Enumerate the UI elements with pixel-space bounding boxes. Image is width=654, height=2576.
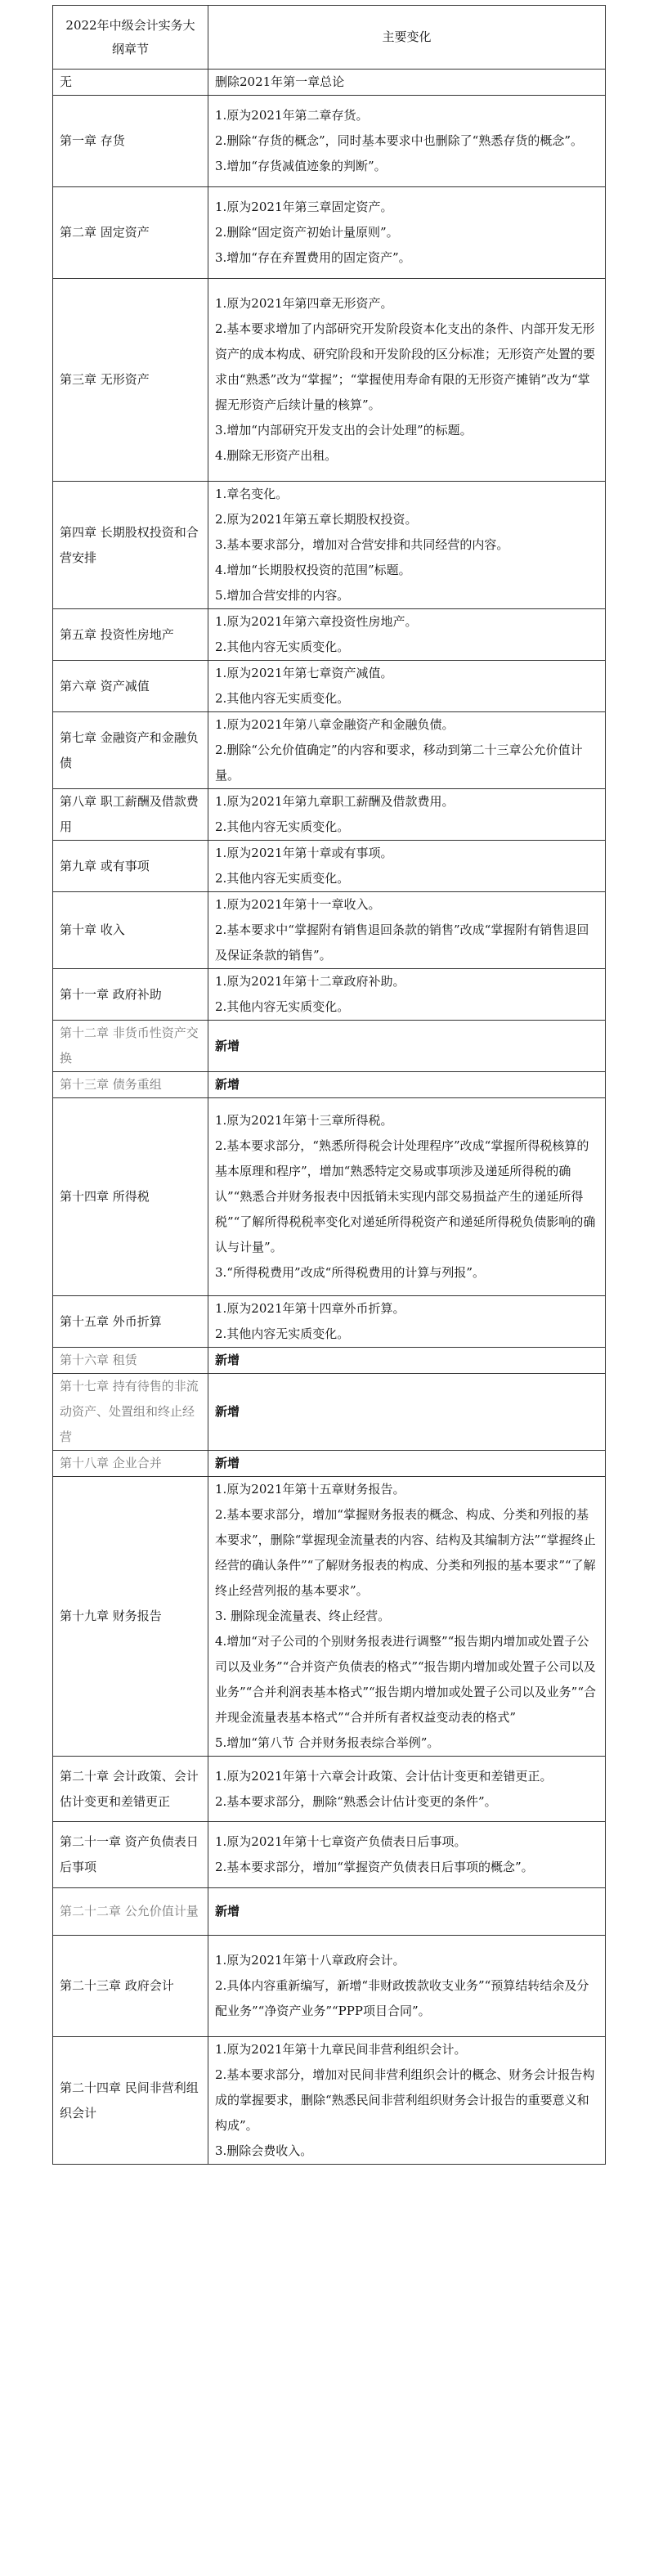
change-item: 2.基本要求中“掌握附有销售退回条款的销售”改成“掌握附有销售退回及保证条款的销售”。 bbox=[215, 922, 589, 963]
change-item: 2.基本要求部分，增加对民间非营利组织会计的概念、财务会计报告构成的掌握要求，删除“熟悉民间非营利组织财务会计报告的重要意义和构成”。 bbox=[215, 2067, 595, 2133]
change-item: 5.增加“第八节 合并财务报表综合举例”。 bbox=[215, 1735, 440, 1750]
chapter-cell: 第十四章 所得税 bbox=[53, 1098, 208, 1296]
chapter-cell: 第六章 资产减值 bbox=[53, 661, 208, 712]
table-row bbox=[53, 661, 606, 712]
change-item: 1.章名变化。 bbox=[215, 487, 289, 501]
changes-cell bbox=[208, 969, 606, 1021]
chapter-cell: 第十九章 财务报告 bbox=[53, 1477, 208, 1757]
header-changes: 主要变化 bbox=[208, 6, 606, 70]
changes-cell bbox=[208, 1348, 606, 1374]
table-row bbox=[53, 187, 606, 279]
table-row bbox=[53, 1072, 606, 1098]
table-row bbox=[53, 789, 606, 841]
change-item: 新增 bbox=[215, 1904, 240, 1919]
change-item: 4.增加“长期股权投资的范围”标题。 bbox=[215, 563, 411, 577]
chapter-cell: 第四章 长期股权投资和合营安排 bbox=[53, 482, 208, 609]
table-row bbox=[53, 1451, 606, 1477]
change-item: 1.原为2021年第十二章政府补助。 bbox=[215, 974, 405, 989]
chapter-cell: 第九章 或有事项 bbox=[53, 841, 208, 892]
change-item: 2.删除“存货的概念”，同时基本要求中也删除了“熟悉存货的概念”。 bbox=[215, 133, 583, 148]
table-row bbox=[53, 1021, 606, 1072]
table-row bbox=[53, 1348, 606, 1374]
change-item: 新增 bbox=[215, 1456, 240, 1470]
change-item: 2.基本要求部分，增加“掌握资产负债表日后事项的概念”。 bbox=[215, 1860, 534, 1874]
change-item: 3.增加“存货减值迹象的判断”。 bbox=[215, 159, 387, 173]
changes-cell bbox=[208, 482, 606, 609]
chapter-cell: 第二十三章 政府会计 bbox=[53, 1936, 208, 2037]
chapter-cell: 第三章 无形资产 bbox=[53, 279, 208, 482]
change-item: 2.其他内容无实质变化。 bbox=[215, 691, 350, 706]
chapter-cell: 第十五章 外币折算 bbox=[53, 1296, 208, 1348]
change-item: 4.删除无形资产出租。 bbox=[215, 448, 338, 463]
change-item: 2.基本要求部分，“熟悉所得税会计处理程序”改成“掌握所得税核算的基本原理和程序”，增加“熟悉特定交易或事项涉及递延所得税的确认”“熟悉合并财务报表中因抵销未实现内部交易损益产生的递延所得税”“了解所得税税率变化对递延所得税资产和递延所得税负债影响的确认与计量”。 bbox=[215, 1138, 596, 1254]
table-row bbox=[53, 1936, 606, 2037]
change-item: 2.具体内容重新编写，新增“非财政拨款收支业务”“预算结转结余及分配业务”“净资产业务”“PPP项目合同”。 bbox=[215, 1978, 589, 2018]
chapter-cell: 第五章 投资性房地产 bbox=[53, 609, 208, 661]
changes-cell bbox=[208, 1936, 606, 2037]
changes-cell bbox=[208, 2037, 606, 2165]
chapter-cell: 第一章 存货 bbox=[53, 96, 208, 187]
change-item: 3. 删除现金流量表、终止经营。 bbox=[215, 1609, 391, 1623]
change-item: 2.基本要求部分，删除“熟悉会计估计变更的条件”。 bbox=[215, 1793, 497, 1809]
changes-cell bbox=[208, 1072, 606, 1098]
changes-cell bbox=[208, 1477, 606, 1757]
change-item: 2.其他内容无实质变化。 bbox=[215, 871, 350, 886]
change-item: 2.其他内容无实质变化。 bbox=[215, 1326, 350, 1341]
chapter-cell: 第二十四章 民间非营利组织会计 bbox=[53, 2037, 208, 2165]
chapter-cell: 第十二章 非货币性资产交换 bbox=[53, 1021, 208, 1072]
change-item: 1.原为2021年第七章资产减值。 bbox=[215, 666, 393, 680]
table-row bbox=[53, 892, 606, 969]
changes-cell bbox=[208, 1296, 606, 1348]
table-row bbox=[53, 1888, 606, 1936]
change-item: 1.原为2021年第十九章民间非营利组织会计。 bbox=[215, 2042, 467, 2057]
changes-cell bbox=[208, 1822, 606, 1888]
chapter-cell: 第十六章 租赁 bbox=[53, 1348, 208, 1374]
chapter-cell: 第二十二章 公允价值计量 bbox=[53, 1888, 208, 1936]
changes-cell bbox=[208, 70, 606, 96]
changes-cell bbox=[208, 1888, 606, 1936]
chapter-cell: 第十七章 持有待售的非流动资产、处置组和终止经营 bbox=[53, 1374, 208, 1451]
changes-cell bbox=[208, 187, 606, 279]
changes-cell bbox=[208, 841, 606, 892]
header-chapter: 2022年中级会计实务大纲章节 bbox=[53, 6, 208, 70]
table-row bbox=[53, 1477, 606, 1757]
chapter-cell: 无 bbox=[53, 70, 208, 96]
table-row bbox=[53, 609, 606, 661]
changes-cell bbox=[208, 1757, 606, 1822]
chapter-cell: 第十八章 企业合并 bbox=[53, 1451, 208, 1477]
table-row bbox=[53, 2037, 606, 2165]
chapter-cell: 第十一章 政府补助 bbox=[53, 969, 208, 1021]
table-row bbox=[53, 70, 606, 96]
changes-cell bbox=[208, 892, 606, 969]
changes-cell bbox=[208, 96, 606, 187]
change-item: 3.增加“存在弃置费用的固定资产”。 bbox=[215, 250, 411, 265]
table-row bbox=[53, 712, 606, 789]
changes-cell bbox=[208, 789, 606, 841]
change-item: 1.原为2021年第十四章外币折算。 bbox=[215, 1301, 405, 1316]
chapter-cell: 第八章 职工薪酬及借款费用 bbox=[53, 789, 208, 841]
change-item: 3.增加“内部研究开发支出的会计处理”的标题。 bbox=[215, 423, 473, 438]
chapter-cell: 第十三章 债务重组 bbox=[53, 1072, 208, 1098]
table-row bbox=[53, 1374, 606, 1451]
changes-cell bbox=[208, 1098, 606, 1296]
change-item: 1.原为2021年第十八章政府会计。 bbox=[215, 1953, 405, 1968]
table-row bbox=[53, 841, 606, 892]
chapter-cell: 第七章 金融资产和金融负债 bbox=[53, 712, 208, 789]
table-row bbox=[53, 1757, 606, 1822]
change-item: 新增 bbox=[215, 1404, 240, 1419]
chapter-cell: 第二十一章 资产负债表日后事项 bbox=[53, 1822, 208, 1888]
table-row bbox=[53, 1822, 606, 1888]
changes-cell bbox=[208, 609, 606, 661]
change-item: 1.原为2021年第十章或有事项。 bbox=[215, 846, 393, 860]
changes-cell bbox=[208, 1374, 606, 1451]
table-row bbox=[53, 279, 606, 482]
change-item: 1.原为2021年第四章无形资产。 bbox=[215, 296, 393, 311]
changes-cell bbox=[208, 1021, 606, 1072]
change-item: 2.其他内容无实质变化。 bbox=[215, 999, 350, 1014]
change-item: 2.基本要求增加了内部研究开发阶段资本化支出的条件、内部开发无形资产的成本构成、研究阶段和开发阶段的区分标准；无形资产处置的要求由“熟悉”改为“掌握”；“掌握使用寿命有限的无形资产摊销”改为“掌握无形资产后续计量的核算”。 bbox=[215, 321, 596, 412]
change-item: 2.其他内容无实质变化。 bbox=[215, 640, 350, 654]
table-row bbox=[53, 1296, 606, 1348]
change-item: 1.原为2021年第十六章会计政策、会计估计变更和差错更正。 bbox=[215, 1768, 553, 1784]
change-item: 2.删除“固定资产初始计量原则”。 bbox=[215, 225, 399, 240]
change-item: 3.“所得税费用”改成“所得税费用的计算与列报”。 bbox=[215, 1265, 485, 1280]
chapter-cell: 第二章 固定资产 bbox=[53, 187, 208, 279]
change-item: 1.原为2021年第十七章资产负债表日后事项。 bbox=[215, 1834, 467, 1849]
change-item: 4.增加“对子公司的个别财务报表进行调整”“报告期内增加或处置子公司以及业务”“合并资产负债表的格式”“报告期内增加或处置子公司以及业务”“合并利润表基本格式”“报告期内增加或处置子公司以及业务”“合并现金流量表基本格式”“合并所有者权益变动表的格式” bbox=[215, 1634, 597, 1725]
change-item: 3.基本要求部分，增加对合营安排和共同经营的内容。 bbox=[215, 537, 509, 552]
table-row bbox=[53, 482, 606, 609]
chapter-cell: 第二十章 会计政策、会计估计变更和差错更正 bbox=[53, 1757, 208, 1822]
changes-cell bbox=[208, 712, 606, 789]
change-item: 1.原为2021年第九章职工薪酬及借款费用。 bbox=[215, 794, 455, 809]
change-item: 删除2021年第一章总论 bbox=[215, 74, 345, 89]
change-item: 1.原为2021年第六章投资性房地产。 bbox=[215, 614, 418, 629]
change-item: 2.其他内容无实质变化。 bbox=[215, 819, 350, 834]
table-row bbox=[53, 1098, 606, 1296]
change-item: 1.原为2021年第三章固定资产。 bbox=[215, 200, 393, 214]
change-item: 2.基本要求部分，增加“掌握财务报表的概念、构成、分类和列报的基本要求”，删除“掌握现金流量表的内容、结构及其编制方法”“掌握终止经营的确认条件”“了解财务报表的构成、分类和列报的基本要求”“了解终止经营列报的基本要求”。 bbox=[215, 1507, 596, 1598]
change-item: 1.原为2021年第八章金融资产和金融负债。 bbox=[215, 717, 455, 732]
table-header-row bbox=[53, 6, 606, 70]
change-item: 2.删除“公允价值确定”的内容和要求，移动到第二十三章公允价值计量。 bbox=[215, 743, 583, 783]
table-body bbox=[53, 70, 606, 2165]
change-item: 1.原为2021年第二章存货。 bbox=[215, 108, 369, 123]
table-row bbox=[53, 969, 606, 1021]
change-item: 1.原为2021年第十一章收入。 bbox=[215, 897, 381, 912]
change-item: 新增 bbox=[215, 1038, 240, 1053]
changes-cell bbox=[208, 661, 606, 712]
syllabus-changes-table bbox=[52, 5, 606, 2165]
change-item: 5.增加合营安排的内容。 bbox=[215, 588, 350, 603]
change-item: 新增 bbox=[215, 1077, 240, 1092]
change-item: 3.删除会费收入。 bbox=[215, 2143, 313, 2158]
changes-cell bbox=[208, 1451, 606, 1477]
change-item: 1.原为2021年第十三章所得税。 bbox=[215, 1113, 393, 1128]
changes-cell bbox=[208, 279, 606, 482]
chapter-cell: 第十章 收入 bbox=[53, 892, 208, 969]
table-row bbox=[53, 96, 606, 187]
change-item: 2.原为2021年第五章长期股权投资。 bbox=[215, 512, 418, 527]
change-item: 新增 bbox=[215, 1353, 240, 1367]
change-item: 1.原为2021年第十五章财务报告。 bbox=[215, 1482, 405, 1497]
